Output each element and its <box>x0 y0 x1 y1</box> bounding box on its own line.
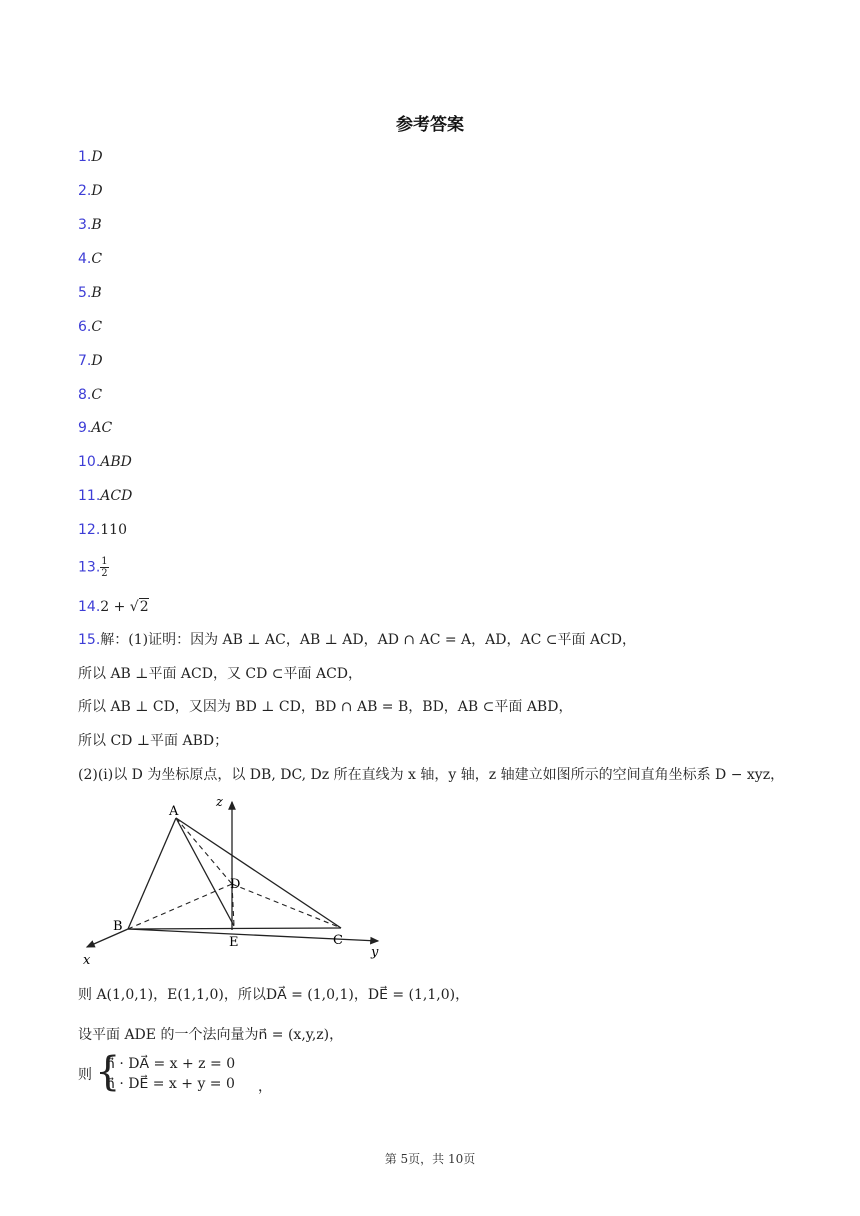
answer-item <box>78 249 102 269</box>
fraction-denominator: 2 <box>101 568 108 579</box>
label-E: E <box>229 935 239 950</box>
answer-number: 5. <box>78 285 92 301</box>
sqrt-radicand: 2 <box>139 599 149 615</box>
label-x: x <box>83 953 91 967</box>
label-C: C <box>333 933 343 948</box>
solution-text: (2)(i)以 D 为坐标原点，以 DB, DC, Dz 所在直线为 x 轴，y 轴，z 轴建立如图所示的空间直角坐标系 D − xyz， <box>78 767 785 783</box>
answer-number: 11. <box>78 488 101 504</box>
answer-item <box>78 452 132 472</box>
solution-line <box>78 765 784 785</box>
answer-number: 3. <box>78 217 92 233</box>
answer-value: C <box>91 319 103 335</box>
page-title: 参考答案 <box>396 115 464 135</box>
answer-value: D <box>91 353 103 369</box>
geometry-figure <box>78 792 398 971</box>
edge-DC <box>232 884 341 928</box>
answer-item <box>78 385 102 405</box>
answer-value: ACD <box>100 488 133 504</box>
answer-number: 4. <box>78 251 92 267</box>
fraction-numerator: 1 <box>101 556 108 567</box>
solution-text: 所以 AB ⊥ CD，又因为 BD ⊥ CD，BD ∩ AB = B，BD，AB ⊂平面 ABD， <box>78 699 573 715</box>
answer-number: 12. <box>78 522 101 538</box>
label-A: A <box>169 804 179 819</box>
answer-value: B <box>91 217 102 233</box>
solution-text: 所以 CD ⊥平面 ABD； <box>78 733 229 749</box>
answer-number: 2. <box>78 183 92 199</box>
edge-AE <box>176 818 234 926</box>
edge-BD <box>128 884 232 929</box>
edge-AD <box>176 818 232 884</box>
answer-fraction <box>100 556 108 579</box>
answer-item <box>78 317 102 337</box>
solution-line <box>78 630 636 650</box>
edge-BC <box>128 928 341 929</box>
label-B: B <box>113 919 123 934</box>
answer-number: 7. <box>78 353 92 369</box>
brace-icon: { <box>95 1049 121 1095</box>
solution-line: 设平面 ADE 的一个法向量为n⃗ = (x,y,z)， <box>78 1027 344 1043</box>
answer-number: 8. <box>78 387 92 403</box>
solution-text: 所以 AB ⊥平面 ACD，又 CD ⊂平面 ACD， <box>78 666 363 682</box>
coordinate-diagram <box>78 792 398 967</box>
answer-value: D <box>91 149 103 165</box>
answer-number: 10. <box>78 454 101 470</box>
system-equation-2: n⃗ · DE⃗ = x + y = 0 <box>106 1076 235 1092</box>
label-z: z <box>216 795 223 810</box>
answer-item <box>78 556 109 579</box>
answer-value: C <box>91 251 103 267</box>
answer-value: AC <box>91 420 113 436</box>
answer-number: 14. <box>78 599 101 615</box>
answer-item <box>78 597 149 617</box>
answer-value: ABD <box>100 454 132 470</box>
answer-item <box>78 215 102 235</box>
answer-number: 15. <box>78 632 101 648</box>
answer-number: 9. <box>78 420 92 436</box>
answer-value: 110 <box>100 522 127 538</box>
solution-line <box>78 664 362 684</box>
answer-value: B <box>91 285 102 301</box>
edge-AC <box>176 818 341 928</box>
answer-number: 6. <box>78 319 92 335</box>
edge-AB <box>128 818 176 929</box>
label-D: D <box>230 877 241 892</box>
answer-number: 1. <box>78 149 92 165</box>
solution-text: 解：(1)证明：因为 AB ⊥ AC，AB ⊥ AD，AD ∩ AC = A，AD，AC ⊂平面 ACD， <box>100 632 636 648</box>
system-suffix: ， <box>258 1079 272 1095</box>
answer-item <box>78 283 102 303</box>
answer-value: D <box>91 183 103 199</box>
page-footer: 第 5页，共 10页 <box>384 1152 476 1166</box>
answer-item <box>78 181 103 201</box>
system-prefix: 则 <box>78 1067 92 1083</box>
answer-item <box>78 418 112 438</box>
answer-number: 13. <box>78 559 101 576</box>
answer-item <box>78 147 103 167</box>
solution-line <box>78 697 572 717</box>
answer-expression: 2 + √ <box>100 599 139 615</box>
answer-value: C <box>91 387 103 403</box>
system-equation-1: n⃗ · DA⃗ = x + z = 0 <box>106 1056 236 1072</box>
solution-line <box>78 731 228 751</box>
solution-line: 则 A(1,0,1)，E(1,1,0)，所以DA⃗ = (1,0,1)，DE⃗ = (1,1,0)， <box>78 987 470 1003</box>
label-y: y <box>371 945 379 960</box>
answer-item <box>78 520 127 540</box>
answer-item <box>78 351 103 371</box>
answer-item <box>78 486 132 506</box>
